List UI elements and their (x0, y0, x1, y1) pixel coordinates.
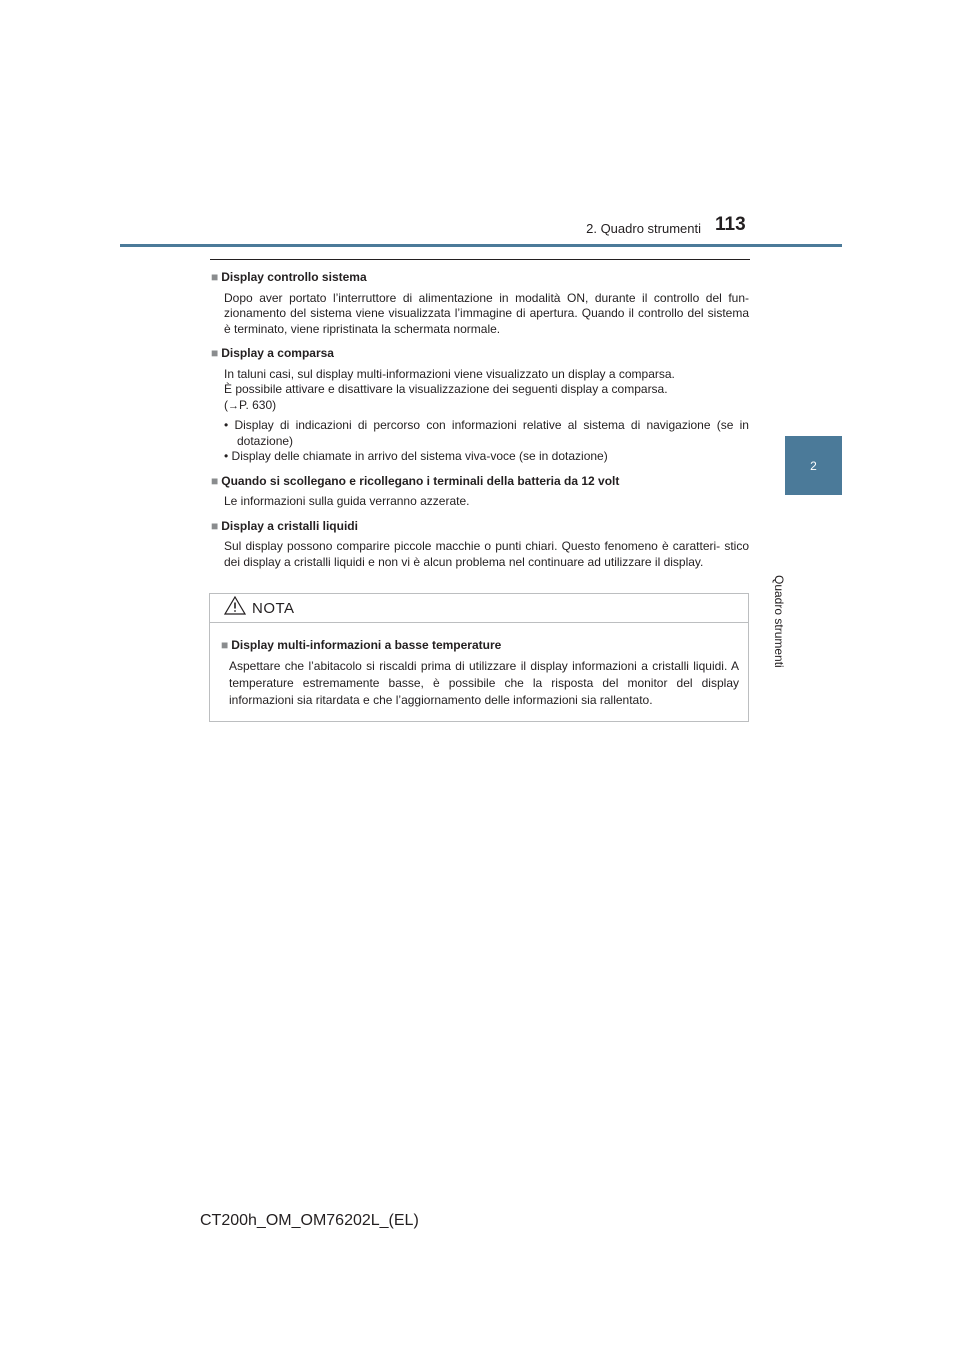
document-code: CT200h_OM_OM76202L_(EL) (200, 1212, 419, 1229)
section-cristalli-liquidi (211, 519, 749, 571)
square-bullet-icon: ■ (211, 518, 219, 533)
section-title: ■ Display a cristalli liquidi (211, 518, 358, 533)
paragraph: Dopo aver portato l’interruttore di alimentazione in modalità ON, durante il controllo del fun- zionamento del sistema viene visualizzata l’immagine di apertura. Quando il controllo del sistema è terminato, viene ripristinata la schermata normale. (224, 290, 749, 336)
section-title: ■ Display a comparsa (211, 346, 334, 360)
running-header-section: 2. Quadro strumenti (586, 221, 701, 236)
arrow-right-icon: → (228, 399, 239, 412)
section-batteria (211, 474, 749, 510)
page-reference[interactable]: (→P. 630) (224, 397, 277, 412)
chapter-label: Quadro strumenti (772, 575, 786, 668)
page-number: 113 (715, 214, 746, 235)
nota-text: Aspettare che l’abitacolo si riscaldi prima di utilizzare il display informazioni a cristalli liquidi. A temperature estremamente basse, è possibile che la risposta del monitor del display informazioni sia ritardata e che l’aggiornamento delle informazioni sia rallentato. (229, 659, 739, 707)
paragraph: Le informazioni sulla guida verranno azzerate. (224, 494, 470, 508)
chapter-number: 2 (810, 458, 817, 473)
square-bullet-icon: ■ (211, 270, 219, 284)
square-bullet-icon: ■ (211, 473, 219, 488)
square-bullet-icon: ■ (221, 638, 229, 652)
square-bullet-icon: ■ (211, 346, 219, 360)
nota-header (210, 594, 748, 623)
section-body (211, 367, 749, 465)
nota-box (209, 593, 749, 722)
content (211, 270, 749, 573)
nota-subtitle: ■ Display multi-informazioni a basse temperature (221, 638, 502, 652)
content-top-rule (210, 259, 750, 260)
section-body (211, 539, 749, 570)
chapter-side-label (772, 575, 786, 668)
warning-triangle-icon (224, 596, 246, 620)
section-title: ■ Quando si scollegano e ricollegano i terminali della batteria da 12 volt (211, 473, 620, 488)
list-item: • Display di indicazioni di percorso con informazioni relative al sistema di navigazione (se in dotazione) (224, 418, 749, 449)
list-item: • Display delle chiamate in arrivo del sistema viva-voce (se in dotazione) (224, 449, 749, 465)
section-body (211, 494, 749, 510)
paragraph: In taluni casi, sul display multi-informazioni viene visualizzato un display a comparsa. (224, 366, 675, 381)
paragraph: È possibile attivare e disattivare la visualizzazione dei seguenti display a comparsa. (224, 382, 668, 396)
paragraph: Sul display possono comparire piccole macchie o punti chiari. Questo fenomeno è caratteri- stico dei display a cristalli liquidi e non vi è alcun problema nel continuare ad utilizzare il display. (224, 539, 749, 569)
chapter-tab (785, 436, 842, 495)
nota-body (210, 623, 748, 709)
bullet-list (224, 418, 749, 465)
section-display-controllo (211, 270, 749, 337)
nota-title: NOTA (252, 599, 295, 617)
section-display-comparsa (211, 346, 749, 465)
header-rule (120, 244, 842, 247)
section-title: ■ Display controllo sistema (211, 270, 367, 284)
section-body (211, 291, 749, 338)
